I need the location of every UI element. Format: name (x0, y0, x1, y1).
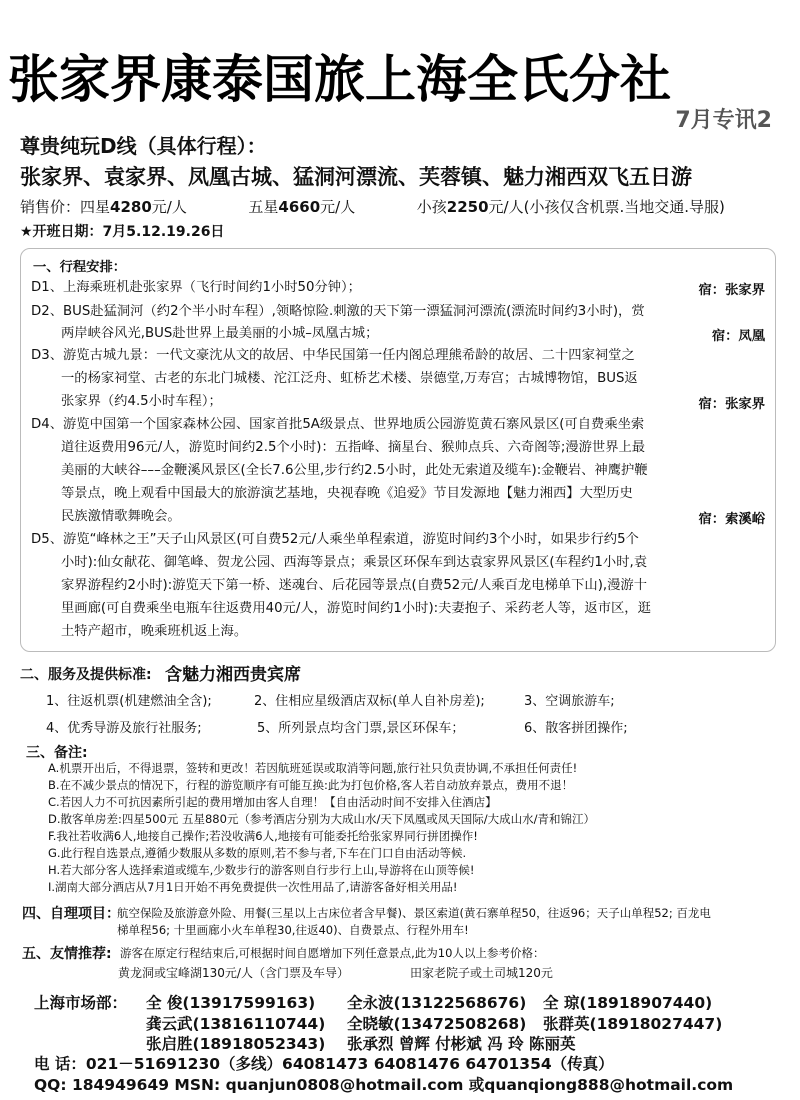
day-line: 等景点，晚上观看中国最大的旅游演艺基地，央视春晚《追爱》节目发源地【魅力湘西】大型历史 (61, 486, 633, 501)
self-pay-line: 梯单程56; 十里画廊小火车单程30,往返40)、自费景点、行程外用车! (117, 923, 469, 937)
day-line: 土特产超市，晚乘班机返上海。 (61, 624, 248, 639)
note-item: A.机票开出后，不得退票，签转和更改！若因航班延误或取消等问题,旅行社只负责协调,不承担任何责任! (48, 761, 578, 775)
day-line: 道往返费用96元/人，游览时间约2.5个小时)：五指峰、摘星台、猴帅点兵、六奇阁等;漫游世界上最 (61, 440, 646, 455)
note-item: F.我社若收满6人,地接自己操作;若没收满6人,地接有可能委托给张家界同行拼团操作! (48, 829, 478, 843)
note-item: B.在不减少景点的情况下，行程的游览顺序有可能互换:此为打包价格,客人若自动放弃景点，费用不退！ (48, 778, 574, 792)
day-line: D3、游览古城九景：一代文豪沈从文的故居、中华民国第一任内阁总理熊希龄的故居、二十四家祠堂之 (31, 348, 635, 363)
contact-entry: 全晓敏(13472508268) (347, 1015, 527, 1033)
stay-label: 宿：张家界 (698, 283, 765, 298)
stay-label: 宿：张家界 (698, 397, 765, 412)
phone-line: 电 话：021－51691230（多线）64081473 64081476 64701354（传真） (34, 1055, 614, 1073)
note-item: G.此行程自选景点,遵循少数服从多数的原则,若不参与者,下车在门口自由活动等候. (48, 846, 467, 860)
itinerary-heading: 一、行程安排： (33, 260, 127, 275)
contact-entry: 龚云武(13816110744) (146, 1015, 326, 1033)
issue-label: 7月专讯2 (675, 108, 772, 133)
day-line: 两岸峡谷风光,BUS赴世界上最美丽的小城–凤凰古城； (61, 326, 379, 341)
note-item: D.散客单房差:四星500元 五星880元（参考酒店分别为大成山水/天下凤凰或凤天国际/大成山水/青和锦江） (48, 812, 596, 826)
self-pay-line: 航空保险及旅游意外险、用餐(三星以上古床位者含早餐)、景区索道(黄石寨单程50，往返96；天子山单程52; 百龙电 (117, 906, 711, 920)
service-item: 1、往返机票(机建燃油全含); (46, 694, 212, 709)
day-line: 小时):仙女献花、御笔峰、贺龙公园、西海等景点；乘景区环保车到达袁家界风景区(车程约1小时,袁 (61, 555, 648, 570)
departure-dates: ★开班日期：7月5.12.19.26日 (20, 224, 225, 240)
price-unit: 元/人 (320, 198, 356, 216)
day-line: D2、BUS赴猛洞河（约2个半小时车程）,领略惊险.刺激的天下第一漂猛洞河漂流(漂流时间约3小时)，赏 (31, 304, 645, 319)
services-heading: 二、服务及提供标准: (20, 667, 152, 683)
contact-entry: 张群英(18918027447) (543, 1015, 723, 1033)
day-line: D4、游览中国第一个国家森林公园、国家首批5A级景点、世界地质公园游览黄石寨风景区(可自费乘坐索 (31, 417, 645, 432)
stay-label: 宿：索溪峪 (698, 512, 765, 527)
contact-entry: 全永波(13122568676) (347, 994, 527, 1012)
contact-entry: 全 俊(13917599163) (146, 994, 316, 1012)
itinerary-box (20, 248, 776, 652)
route-title: 张家界、袁家界、凤凰古城、猛洞河漂流、芙蓉镇、魅力湘西双飞五日游 (20, 165, 692, 189)
notes-heading: 三、备注: (26, 745, 88, 761)
price-unit: 元/人 (151, 198, 187, 216)
four-star-price: 4280 (110, 198, 152, 216)
child-note: 元/人(小孩仅含机票.当地交通.导服) (488, 198, 725, 216)
note-item: H.若大部分客人选择索道或缆车,少数步行的游客则自行步行上山,导游将在山顶等候! (48, 863, 475, 877)
price-label: 销售价：四星 (20, 198, 111, 216)
page-title: 张家界康泰国旅上海全氏分社 (8, 51, 672, 110)
day-line: 美丽的大峡谷–––金鞭溪风景区(全长7.6公里,步行约2.5小时，此处无索道及缆车):金鞭岩、神鹰护鞭 (61, 463, 648, 478)
note-item: C.若因人力不可抗因素所引起的费用增加由客人自理！【自由活动时间不安排入住酒店】 (48, 795, 497, 809)
contact-entry: 全 琼(18918907440) (543, 994, 713, 1012)
service-item: 4、优秀导游及旅行社服务; (46, 721, 202, 736)
services-highlight: 含魅力湘西贵宾席 (165, 665, 301, 685)
day-line: D5、游览“峰林之王”天子山风景区(可自费52元/人乘坐单程索道，游览时间约3个小时，如果步行约5个 (31, 532, 639, 547)
child-price: 2250 (446, 198, 489, 216)
self-pay-heading: 四、自理项目： (22, 906, 120, 922)
contacts-label: 上海市场部： (34, 994, 128, 1012)
recommend-option: 田家老院子或土司城120元 (410, 966, 553, 980)
service-item: 5、所列景点均含门票,景区环保车； (257, 721, 465, 736)
recommend-line: 游客在原定行程结束后,可根据时间自愿增加下列任意景点,此为10人以上参考价格： (120, 946, 545, 960)
five-star-label: 五星 (248, 198, 279, 216)
price-line (20, 196, 725, 217)
service-item: 3、空调旅游车; (524, 694, 615, 709)
recommend-option: 黄龙洞或宝峰湖130元/人（含门票及车导） (118, 966, 349, 980)
five-star-price: 4660 (278, 198, 321, 216)
recommend-heading: 五、友情推荐: (22, 946, 112, 962)
service-item: 2、住相应星级酒店双标(单人自补房差); (254, 694, 485, 709)
day-line: 一的杨家祠堂、古老的东北门城楼、沱江泛舟、虹桥艺术楼、崇德堂,万寿宫；古城博物馆，BUS返 (61, 371, 638, 386)
qq-msn-line: QQ: 184949649 MSN: quanjun0808@hotmail.com 或quanqiong888@hotmail.com (34, 1076, 734, 1094)
day-line: 里画廊(可自费乘坐电瓶车往返费用40元/人，游览时间约1小时):夫妻抱子、采药老人等，返市区，逛 (61, 601, 651, 616)
child-label: 小孩 (416, 198, 447, 216)
day-line: 张家界（约4.5小时车程）； (61, 394, 222, 409)
day-line: 民族激情歌舞晚会。 (61, 509, 181, 524)
service-item: 6、散客拼团操作; (524, 721, 628, 736)
day-line: D1、上海乘班机赴张家界（飞行时间约1小时50分钟）； (31, 280, 361, 295)
stay-label: 宿：凤凰 (711, 329, 765, 344)
note-item: I.湖南大部分酒店从7月1日开始不再免费提供一次性用品了,请游客备好相关用品! (48, 880, 458, 894)
subtitle: 尊贵纯玩D线（具体行程）： (20, 134, 267, 158)
contact-entry: 张启胜(18918052343) (146, 1035, 326, 1053)
day-line: 家界游程约2小时):游览天下第一桥、迷魂台、后花园等景点(自费52元/人乘百龙电梯单下山),漫游十 (61, 578, 648, 593)
contact-entry: 张承烈 曾辉 付彬斌 冯 玲 陈丽英 (347, 1035, 576, 1053)
